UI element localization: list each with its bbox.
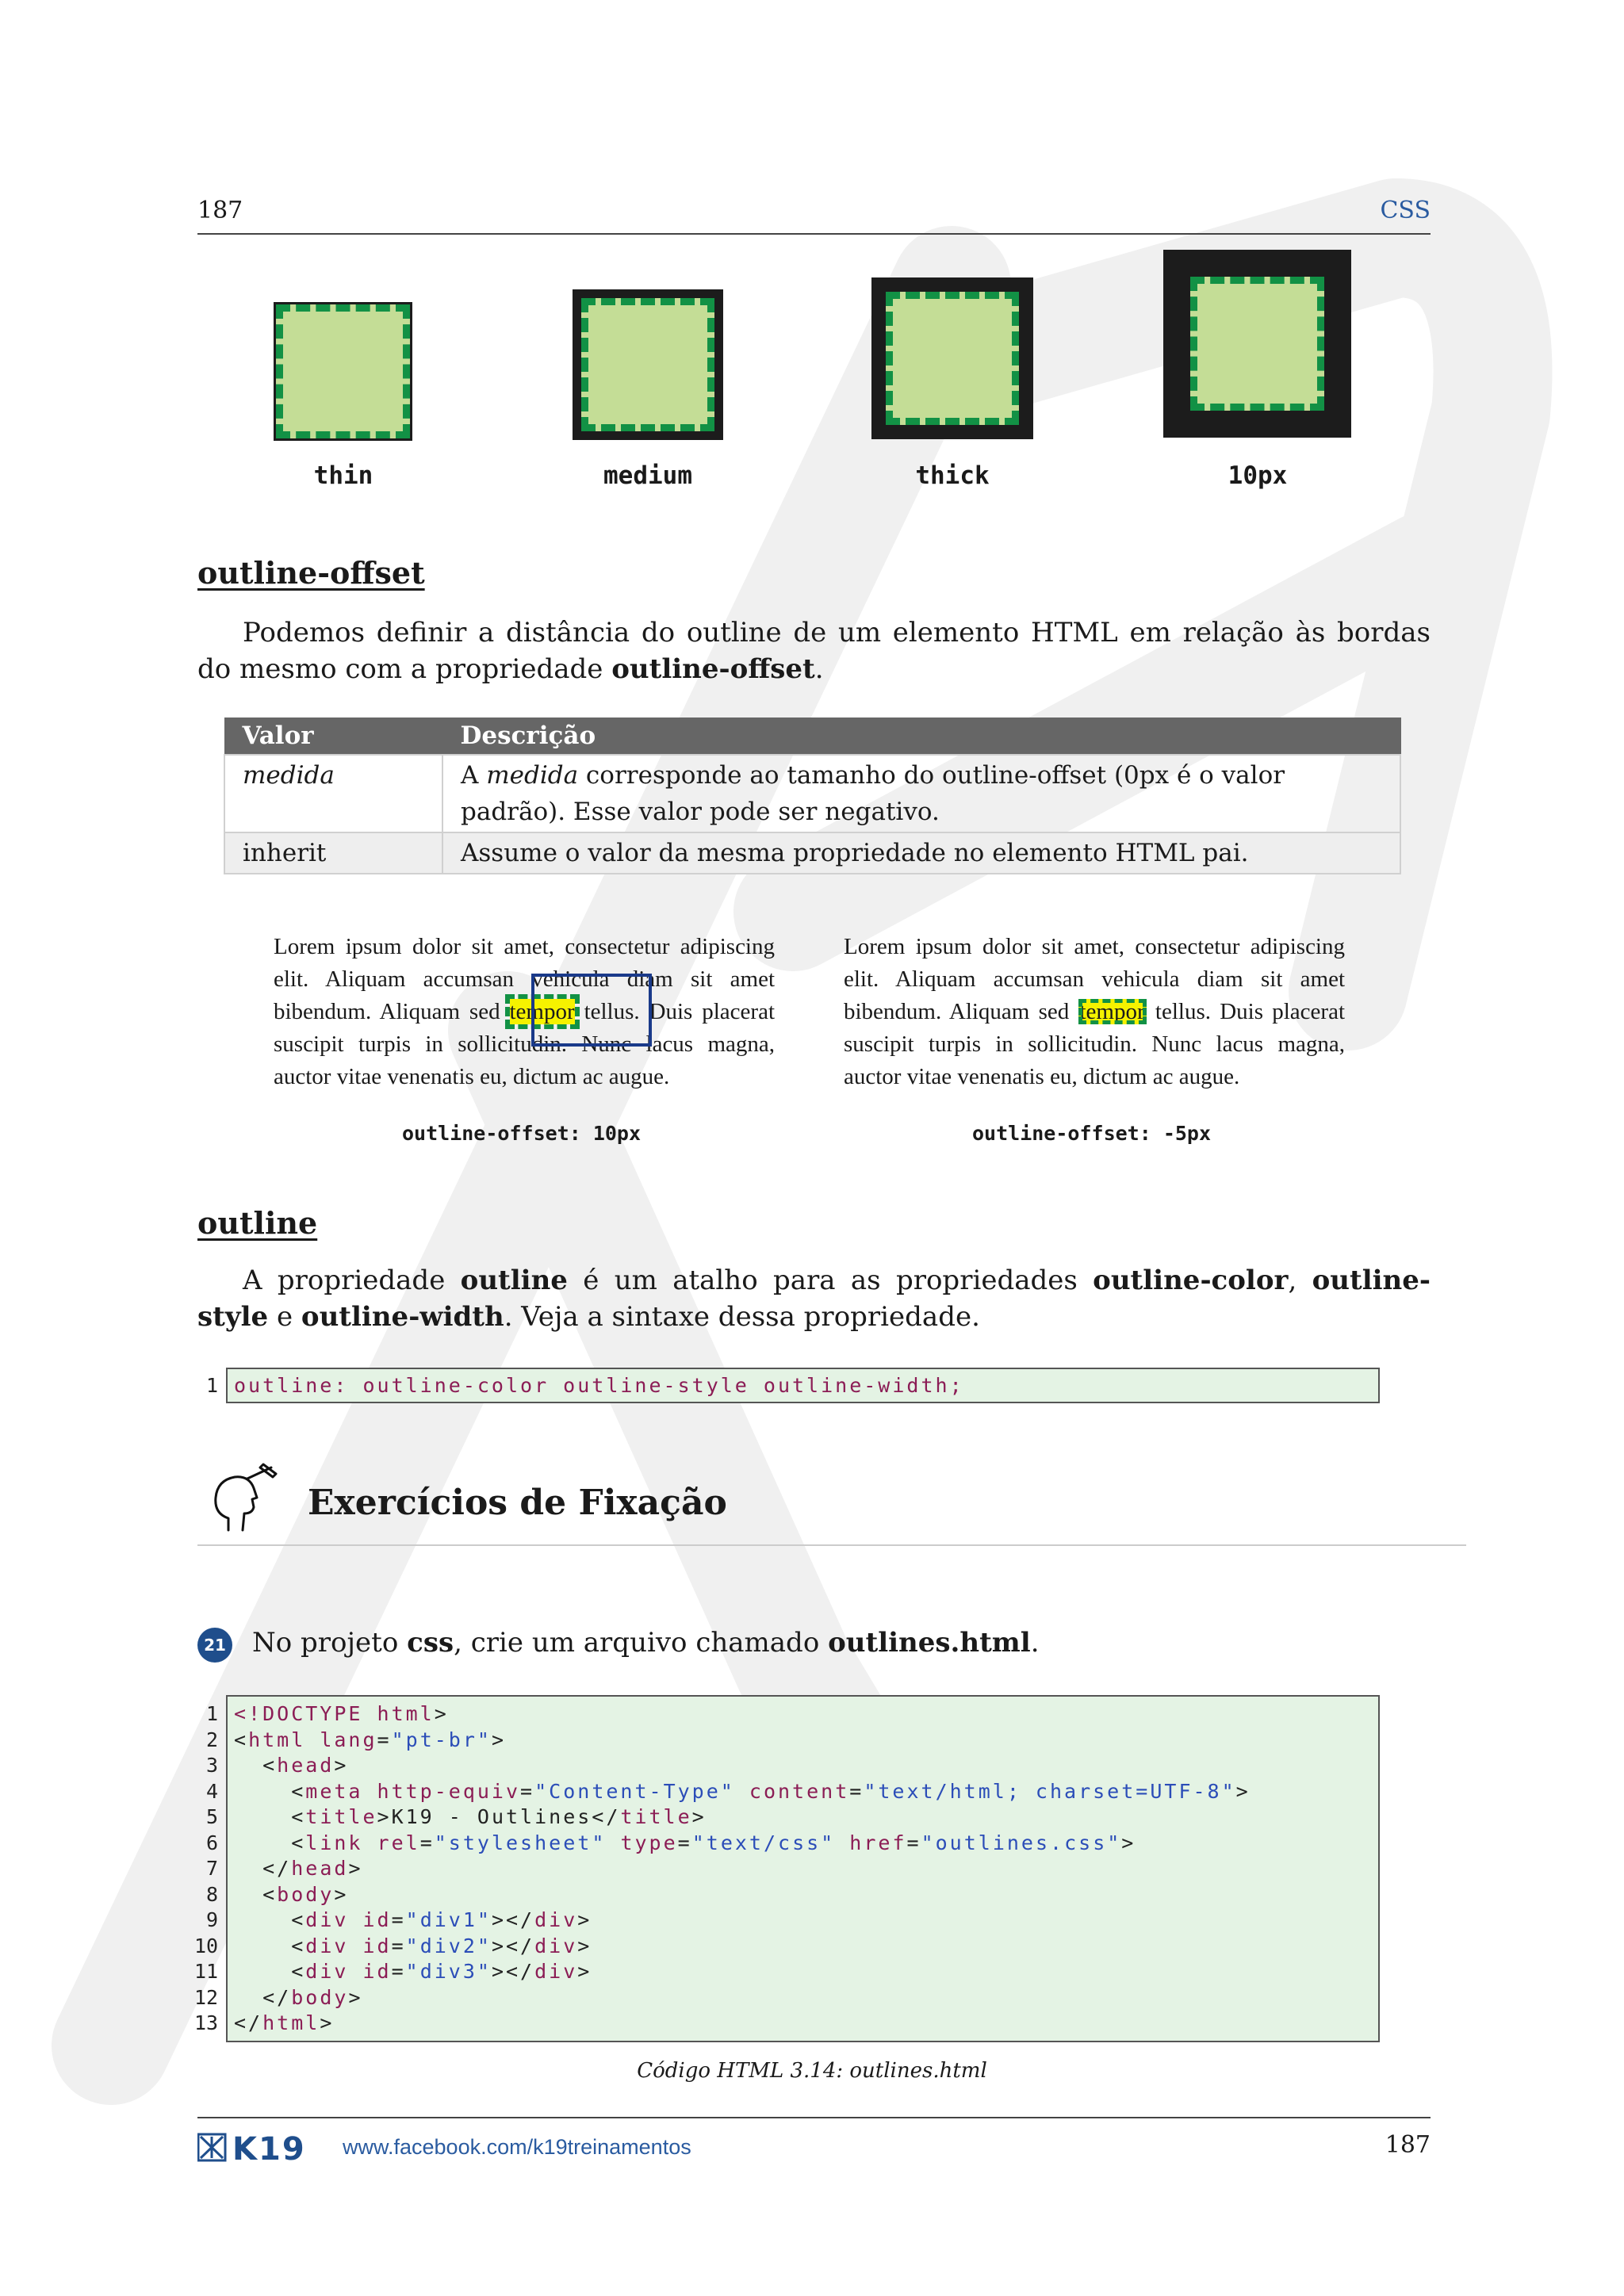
code-line: 8 <body>	[205, 1882, 349, 1906]
header-chapter-title: CSS	[1380, 197, 1431, 224]
exercises-divider	[197, 1544, 1466, 1546]
width-label-10px: 10px	[1228, 461, 1288, 490]
code-line: 12 </body>	[194, 1985, 363, 2009]
code-line: 5 <title>K19 - Outlines</title>	[205, 1805, 707, 1828]
code-line: 7 </head>	[205, 1857, 363, 1880]
outline-offset-intro: Podemos definir a distância do outline de um elemento HTML em relação às bordas do mesmo com a propriedade outline-offset.	[197, 617, 1431, 685]
table-header-description: Descrição	[442, 718, 1400, 755]
section-heading-outline-offset: outline-offset	[197, 555, 425, 591]
exercises-title: Exercícios de Fixação	[308, 1483, 727, 1523]
width-example-10px	[1163, 250, 1351, 438]
outline-offset-values-table	[224, 718, 1401, 874]
section-heading-outline: outline	[197, 1205, 318, 1241]
highlighted-word: tempor	[1079, 999, 1145, 1024]
example-paragraph-offset-negative: Lorem ipsum dolor sit amet, consectetur adipiscing elit. Aliquam accumsan vehicula diam sit amet bibendum. Aliquam sed tempor tellus. Duis placerat suscipit turpis in sollicitudin. Nunc lacus magna, auctor vitae venenatis eu, dictum ac augue.	[844, 934, 1345, 1089]
width-label-thick: thick	[915, 461, 990, 490]
width-label-medium: medium	[603, 461, 692, 490]
table-row: medida A medida corresponde ao tamanho do outline-offset (0px é o valor padrão). Esse valor pode ser negativo.	[224, 755, 1400, 832]
example-caption-offset-10px: outline-offset: 10px	[402, 1122, 642, 1145]
code-line: 6 <link rel="stylesheet" type="text/css" href="outlines.css">	[205, 1831, 1136, 1854]
width-label-thin: thin	[313, 461, 373, 490]
example-paragraph-offset-positive: Lorem ipsum dolor sit amet, consectetur adipiscing elit. Aliquam accumsan vehicula diam sit amet bibendum. Aliquam sed tempor tellus. Duis placerat suscipit turpis in sollicitudin. Nunc lacus magna, auctor vitae venenatis eu, dictum ac augue.	[274, 934, 775, 1089]
highlighted-word: tempor	[509, 999, 575, 1024]
example-caption-offset-minus-5px: outline-offset: -5px	[972, 1122, 1212, 1145]
width-example-thick	[871, 277, 1033, 439]
svg-text:K19: K19	[232, 2133, 306, 2163]
outlines-html-code-block	[194, 1695, 1380, 2042]
thinking-head-icon	[205, 1463, 284, 1534]
width-example-thin	[274, 302, 412, 441]
code-line: 1 <!DOCTYPE html>	[205, 1702, 449, 1725]
table-row: inherit Assume o valor da mesma propriedade no elemento HTML pai.	[224, 832, 1400, 874]
k19-logo	[197, 2133, 324, 2163]
table-header-value: Valor	[224, 718, 442, 755]
code-line: 11 <div id="div3"></div>	[194, 1960, 592, 1983]
syntax-code: outline: outline-color outline-style outline-width;	[234, 1374, 964, 1397]
code-caption: Código HTML 3.14: outlines.html	[637, 2059, 987, 2083]
code-line: 13 </html>	[194, 2011, 335, 2034]
code-line: 10 <div id="div2"></div>	[194, 1934, 592, 1957]
outline-syntax-code-block: 1 outline: outline-color outline-style outline-width;	[226, 1368, 1380, 1403]
exercise-number-badge: 21	[197, 1628, 232, 1663]
header-divider	[197, 233, 1431, 235]
outline-intro: A propriedade outline é um atalho para as propriedades outline-color, outline-style e outline-width. Veja a sintaxe dessa propriedade.	[197, 1265, 1431, 1333]
outline-offset-frame	[531, 974, 652, 1047]
footer-divider	[197, 2117, 1431, 2118]
code-line: 3 <head>	[205, 1754, 349, 1777]
code-line: 9 <div id="div1"></div>	[205, 1908, 592, 1931]
footer-facebook-link[interactable]: www.facebook.com/k19treinamentos	[343, 2135, 691, 2159]
exercise-instruction: No projeto css, crie um arquivo chamado outlines.html.	[252, 1627, 1040, 1659]
width-example-medium	[573, 289, 723, 440]
footer-page-number: 187	[1385, 2131, 1431, 2159]
code-line: 2 <html lang="pt-br">	[205, 1728, 507, 1751]
header-page-number: 187	[197, 197, 243, 224]
code-line: 4 <meta http-equiv="Content-Type" content="text/html; charset=UTF-8">	[205, 1779, 1251, 1803]
